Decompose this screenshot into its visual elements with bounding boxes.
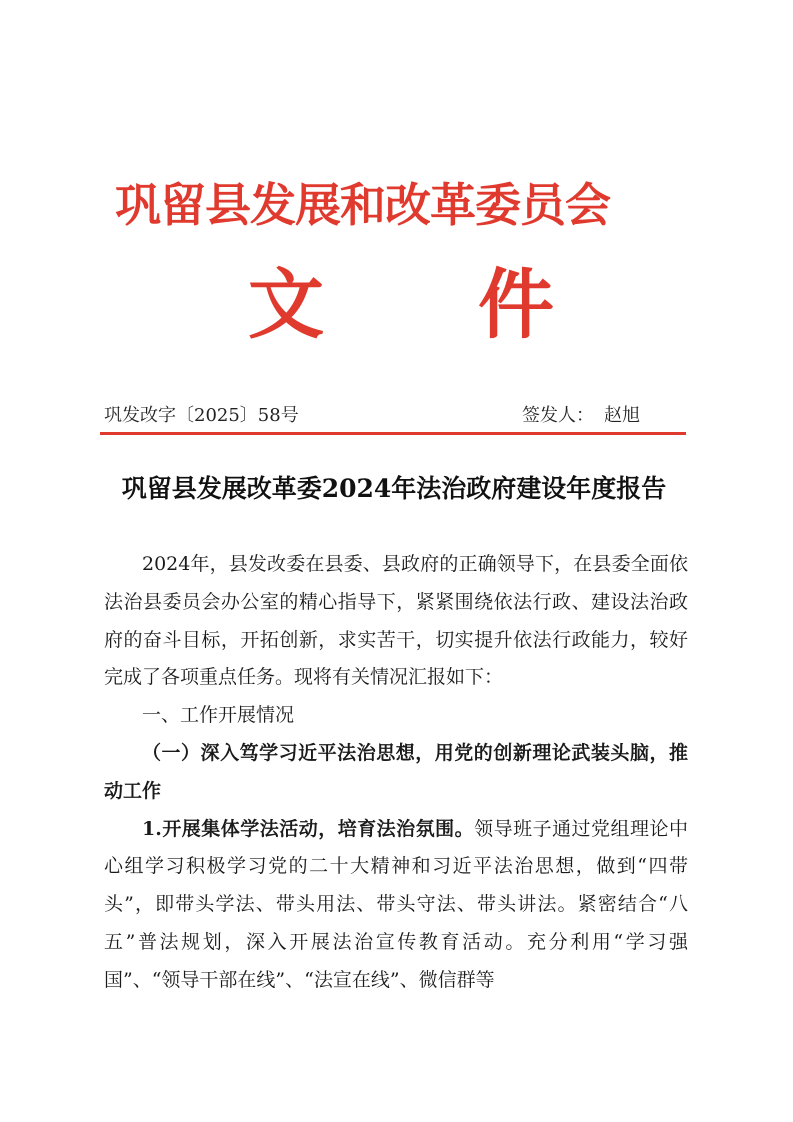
document-type-word-1: 文 xyxy=(248,260,324,349)
signer-name: 赵旭 xyxy=(604,405,640,426)
intro-paragraph: 2024年，县发改委在县委、县政府的正确领导下，在县委全面依法治县委员会办公室的精心指导下，紧紧围绕依法行政、建设法治政府的奋斗目标，开拓创新，求实苦干，切实提升依法行政能力，较好完成了各项重点任务。现将有关情况汇报如下： xyxy=(104,553,688,689)
signer-label: 签发人： xyxy=(522,405,594,426)
document-body xyxy=(104,546,688,1000)
item-body: 领导班子通过党组理论中心组学习积极学习党的二十大精神和习近平法治思想，做到“四带头”，即带头学法、带头用法、带头守法、带头讲法。紧密结合“八五”普法规划，深入开展法治宣传教育活动。充分利用“学习强国”、“领导干部在线”、“法宣在线”、微信群等 xyxy=(104,817,688,991)
item-lead: 1.开展集体学法活动，培育法治氛围。 xyxy=(142,817,475,840)
section-heading: 一、工作开展情况 xyxy=(142,704,295,727)
document-number: 巩发改字〔2025〕58号 xyxy=(104,405,299,426)
report-title: 巩留县发展改革委2024年法治政府建设年度报告 xyxy=(121,474,667,503)
red-separator-line xyxy=(100,432,686,435)
document-type-word-2: 件 xyxy=(478,260,554,349)
issuing-organization: 巩留县发展和改革委员会 xyxy=(115,178,610,232)
subsection-heading: （一）深入笃学习近平法治思想，用党的创新理论武装头脑，推动工作 xyxy=(104,741,688,802)
item-paragraph xyxy=(104,811,688,1000)
